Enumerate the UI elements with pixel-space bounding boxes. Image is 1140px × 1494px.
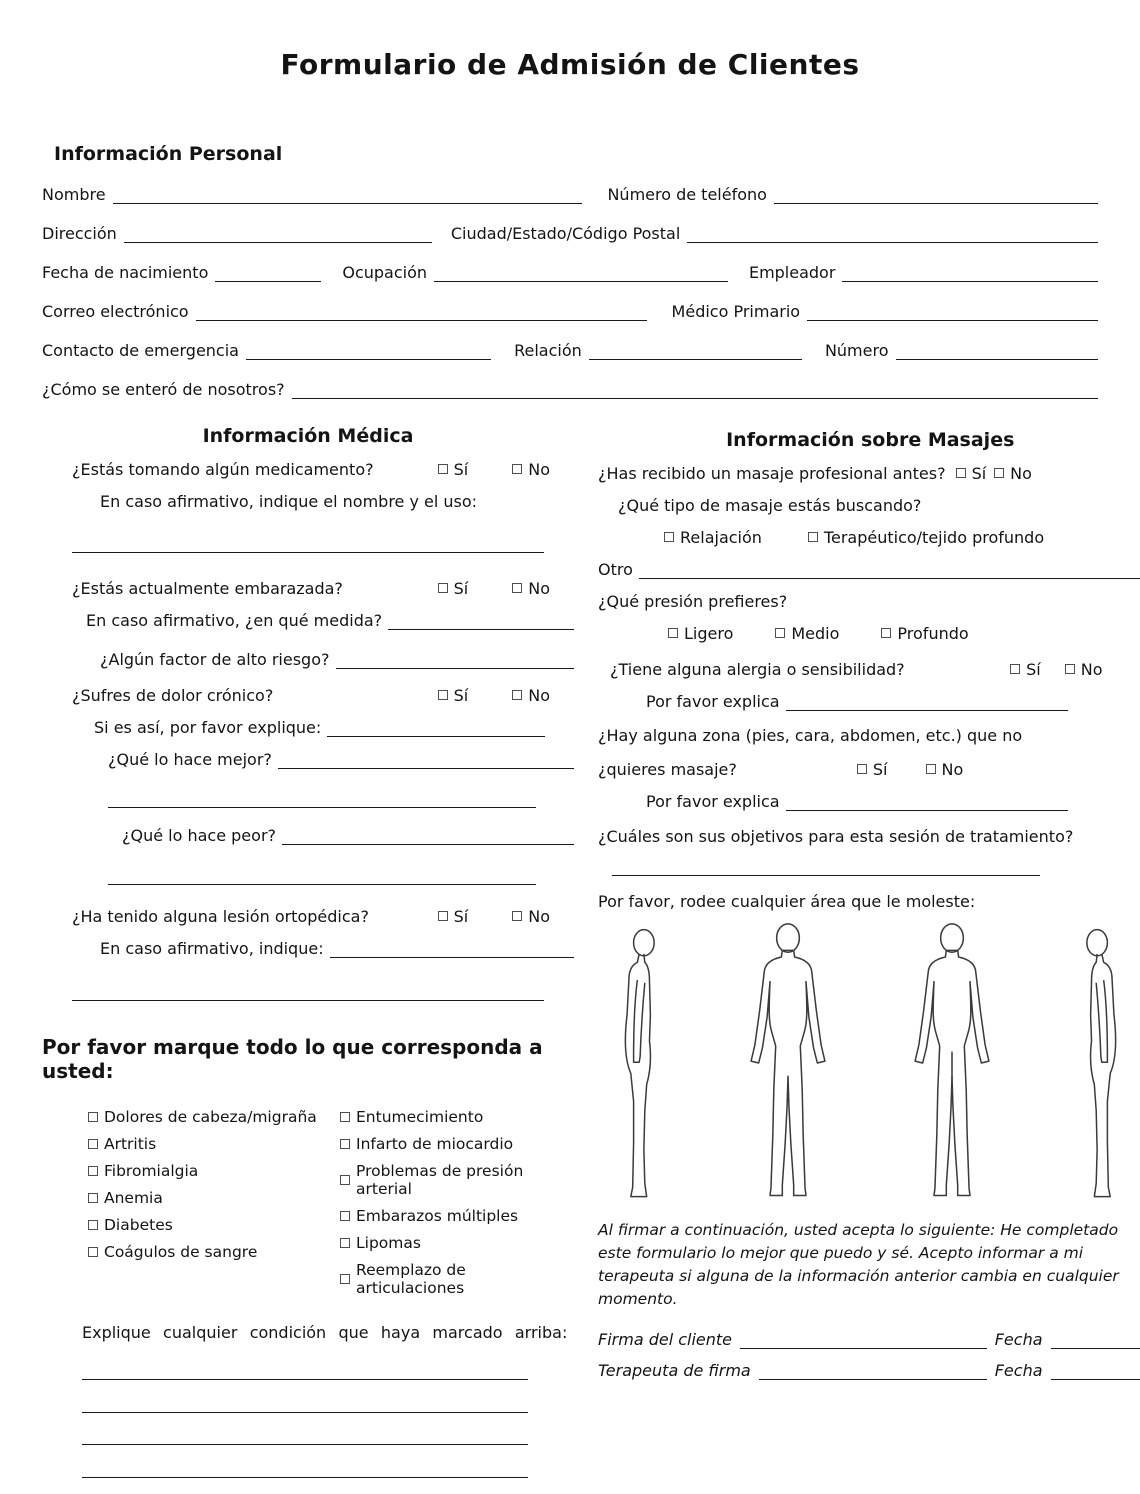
yes-label: Sí bbox=[453, 578, 469, 598]
option-label: Relajación bbox=[680, 528, 762, 547]
relacion-blank[interactable] bbox=[589, 342, 802, 360]
massage-before-yes-option[interactable] bbox=[956, 464, 987, 483]
checkbox-icon[interactable] bbox=[88, 1139, 98, 1149]
body-figures bbox=[598, 921, 1140, 1205]
conditions-col-2 bbox=[340, 1099, 574, 1297]
medication-question-row bbox=[72, 460, 574, 479]
orthopedic-question: ¿Ha tenido alguna lesión ortopédica? bbox=[72, 906, 369, 926]
chronic-pain-no-option[interactable] bbox=[512, 686, 550, 705]
condition-label: Lipomas bbox=[356, 1234, 421, 1253]
medico-primario-blank[interactable] bbox=[807, 303, 1098, 321]
pain-better-row bbox=[108, 750, 574, 769]
condition-label: Infarto de miocardio bbox=[356, 1135, 514, 1154]
client-signature-blank[interactable] bbox=[740, 1330, 987, 1348]
goals-question: ¿Cuáles son sus objetivos para esta sesión de tratamiento? bbox=[598, 827, 1074, 846]
checkbox-icon[interactable] bbox=[340, 1139, 350, 1149]
option-label: Profundo bbox=[897, 624, 969, 643]
chronic-pain-question-row bbox=[72, 686, 574, 705]
condition-label: Artritis bbox=[104, 1135, 157, 1154]
conditions-heading: Por favor marque todo lo que corresponda a usted: bbox=[42, 1035, 543, 1084]
orthopedic-no-option[interactable] bbox=[512, 907, 550, 926]
conditions-grid bbox=[88, 1099, 574, 1297]
client-date-blank[interactable] bbox=[1051, 1330, 1140, 1348]
risk-factor-row bbox=[100, 650, 574, 669]
chronic-pain-question: ¿Sufres de dolor crónico? bbox=[72, 685, 274, 705]
chronic-pain-explain-blank[interactable] bbox=[327, 718, 545, 736]
checkbox-icon[interactable] bbox=[438, 464, 448, 474]
deep-pressure-option[interactable] bbox=[881, 624, 968, 643]
correo-label: Correo electrónico bbox=[42, 302, 189, 321]
condition-label: Diabetes bbox=[104, 1216, 173, 1235]
massage-type-options-row bbox=[664, 528, 1140, 547]
checkbox-icon[interactable] bbox=[512, 464, 522, 474]
medication-yes-option[interactable] bbox=[438, 460, 469, 479]
conditions-col-1 bbox=[88, 1099, 340, 1297]
body-figure-side-left[interactable] bbox=[604, 925, 680, 1205]
condition-item-blood-pressure[interactable] bbox=[340, 1162, 574, 1198]
massage-section-heading: Información sobre Masajes bbox=[726, 429, 1015, 451]
client-signature-label: Firma del cliente bbox=[598, 1329, 733, 1349]
signature-disclaimer: Al firmar a continuación, usted acepta lo siguiente: He completado este formulario lo mejor que puedo y sé. Acepto informar a mi terapeuta si alguna de la información anterior cambia en cualquier momento. bbox=[598, 1220, 1119, 1309]
massage-type-question: ¿Qué tipo de masaje estás buscando? bbox=[618, 496, 922, 515]
area-explain-row bbox=[646, 792, 1140, 811]
conditions-explain-blank-1[interactable] bbox=[82, 1362, 528, 1380]
condition-item-joint-replacement[interactable] bbox=[340, 1261, 574, 1297]
empleador-blank[interactable] bbox=[842, 264, 1098, 282]
area-explain-blank[interactable] bbox=[786, 793, 1068, 811]
medication-no-option[interactable] bbox=[512, 460, 550, 479]
no-label: No bbox=[1080, 660, 1103, 679]
checkbox-icon[interactable] bbox=[88, 1112, 98, 1122]
massage-before-question: ¿Has recibido un masaje profesional antes? bbox=[598, 464, 946, 483]
allergy-explain-row bbox=[646, 692, 1140, 711]
condition-item-lipomas[interactable] bbox=[340, 1234, 574, 1252]
option-label: Medio bbox=[791, 624, 840, 643]
condition-label: Anemia bbox=[104, 1189, 163, 1208]
numero-blank[interactable] bbox=[896, 342, 1099, 360]
condition-item-diabetes[interactable] bbox=[88, 1216, 340, 1234]
no-label: No bbox=[528, 685, 550, 705]
pregnancy-followup-label: En caso afirmativo, ¿en qué medida? bbox=[86, 610, 383, 630]
condition-item-numbness[interactable] bbox=[340, 1108, 574, 1126]
pressure-question: ¿Qué presión prefieres? bbox=[598, 592, 788, 611]
client-date-label: Fecha bbox=[994, 1329, 1043, 1349]
pain-worse-blank[interactable] bbox=[282, 827, 574, 845]
no-massage-area-question-row bbox=[598, 760, 1140, 779]
checkbox-icon[interactable] bbox=[88, 1220, 98, 1230]
condition-label: Fibromialgia bbox=[104, 1162, 199, 1181]
no-label: No bbox=[528, 906, 550, 926]
light-pressure-option[interactable] bbox=[668, 624, 733, 643]
fecha-nacimiento-label: Fecha de nacimiento bbox=[42, 263, 209, 282]
massage-before-options bbox=[956, 464, 1032, 483]
checkbox-icon[interactable] bbox=[1010, 664, 1020, 674]
pain-worse-extra-blank[interactable] bbox=[108, 867, 536, 885]
pregnancy-followup-row bbox=[86, 611, 574, 630]
therapist-date-label: Fecha bbox=[994, 1360, 1043, 1380]
conditions-explain-blank-4[interactable] bbox=[82, 1460, 528, 1478]
relacion-label: Relación bbox=[514, 341, 582, 360]
circle-area-note: Por favor, rodee cualquier área que le moleste: bbox=[598, 891, 976, 911]
allergy-question-row bbox=[610, 660, 1140, 679]
condition-item-arthritis[interactable] bbox=[88, 1135, 340, 1153]
allergy-explain-blank[interactable] bbox=[786, 693, 1068, 711]
no-label: No bbox=[941, 760, 964, 779]
pregnancy-question: ¿Estás actualmente embarazada? bbox=[72, 578, 343, 598]
no-massage-area-question-line2: ¿quieres masaje? bbox=[598, 760, 737, 779]
ciudad-label: Ciudad/Estado/Código Postal bbox=[450, 224, 681, 243]
orthopedic-followup-label: En caso afirmativo, indique: bbox=[100, 938, 324, 958]
two-column-area bbox=[42, 425, 1119, 1478]
checkbox-icon[interactable] bbox=[88, 1166, 98, 1176]
fecha-nacimiento-blank[interactable] bbox=[215, 264, 321, 282]
orthopedic-yes-option[interactable] bbox=[438, 907, 469, 926]
allergy-no-option[interactable] bbox=[1065, 660, 1103, 679]
yes-label: Sí bbox=[872, 760, 888, 779]
chronic-pain-explain-row bbox=[94, 718, 574, 737]
orthopedic-detail-blank[interactable] bbox=[72, 984, 544, 1002]
checkbox-icon[interactable] bbox=[664, 532, 674, 542]
checkbox-icon[interactable] bbox=[340, 1211, 350, 1221]
orthopedic-options bbox=[438, 907, 574, 926]
checkbox-icon[interactable] bbox=[88, 1193, 98, 1203]
therapist-signature-row bbox=[598, 1361, 1140, 1380]
condition-label: Reemplazo de articulaciones bbox=[356, 1261, 466, 1298]
contacto-emergencia-label: Contacto de emergencia bbox=[42, 341, 239, 360]
personal-section-heading: Información Personal bbox=[54, 143, 283, 165]
checkbox-icon[interactable] bbox=[512, 911, 522, 921]
medical-section-heading: Información Médica bbox=[202, 425, 414, 447]
checkbox-icon[interactable] bbox=[340, 1112, 350, 1122]
pain-worse-label: ¿Qué lo hace peor? bbox=[122, 826, 277, 846]
body-figure-front[interactable] bbox=[732, 921, 844, 1205]
massage-before-no-option[interactable] bbox=[994, 464, 1032, 483]
no-label: No bbox=[528, 460, 550, 479]
no-label: No bbox=[1010, 464, 1032, 483]
checkbox-icon[interactable] bbox=[340, 1238, 350, 1248]
no-massage-area-question-line1: ¿Hay alguna zona (pies, cara, abdomen, etc.) que no bbox=[598, 726, 1023, 745]
ocupacion-label: Ocupación bbox=[342, 263, 428, 282]
checkbox-icon[interactable] bbox=[512, 583, 522, 593]
condition-label: Dolores de cabeza/migraña bbox=[104, 1108, 317, 1127]
ciudad-blank[interactable] bbox=[687, 225, 1098, 243]
condition-label: Entumecimiento bbox=[356, 1108, 484, 1127]
nombre-blank[interactable] bbox=[113, 186, 583, 204]
checkbox-icon[interactable] bbox=[438, 583, 448, 593]
como-se-entero-label: ¿Cómo se enteró de nosotros? bbox=[42, 380, 285, 399]
personal-row-5 bbox=[42, 341, 1098, 360]
client-signature-row bbox=[598, 1330, 1140, 1349]
pregnancy-yes-option[interactable] bbox=[438, 579, 469, 598]
therapist-date-blank[interactable] bbox=[1051, 1361, 1140, 1379]
goals-blank[interactable] bbox=[612, 858, 1040, 876]
pain-worse-row bbox=[122, 826, 574, 845]
checkbox-icon[interactable] bbox=[340, 1274, 350, 1284]
option-label: Terapéutico/tejido profundo bbox=[823, 528, 1045, 547]
chronic-pain-yes-option[interactable] bbox=[438, 686, 469, 705]
conditions-explain-label: Explique cualquier condición que haya marcado arriba: bbox=[82, 1323, 568, 1343]
allergy-options bbox=[1010, 660, 1140, 679]
pressure-options-row bbox=[668, 624, 1140, 643]
checkbox-icon[interactable] bbox=[994, 468, 1004, 478]
yes-label: Sí bbox=[453, 460, 469, 479]
pregnancy-no-option[interactable] bbox=[512, 579, 550, 598]
medical-column bbox=[42, 425, 574, 1478]
yes-label: Sí bbox=[453, 685, 469, 705]
checkbox-icon[interactable] bbox=[808, 532, 818, 542]
body-figure-back[interactable] bbox=[896, 921, 1008, 1205]
orthopedic-followup-blank[interactable] bbox=[330, 939, 574, 957]
medication-detail-blank[interactable] bbox=[72, 535, 544, 553]
risk-factor-blank[interactable] bbox=[336, 650, 575, 668]
telefono-label: Número de teléfono bbox=[607, 185, 767, 204]
pain-better-blank[interactable] bbox=[278, 750, 574, 768]
checkbox-icon[interactable] bbox=[438, 690, 448, 700]
conditions-explain-blank-2[interactable] bbox=[82, 1395, 528, 1413]
checkbox-icon[interactable] bbox=[668, 628, 678, 638]
otro-label: Otro bbox=[598, 560, 633, 579]
massage-before-question-row bbox=[598, 464, 1140, 483]
personal-row-4 bbox=[42, 302, 1098, 321]
direccion-blank[interactable] bbox=[124, 225, 432, 243]
checkbox-icon[interactable] bbox=[881, 628, 891, 638]
conditions-explain-blank-3[interactable] bbox=[82, 1428, 528, 1446]
no-massage-no-option[interactable] bbox=[926, 760, 964, 779]
option-label: Ligero bbox=[684, 624, 734, 643]
checkbox-icon[interactable] bbox=[512, 690, 522, 700]
condition-item-fibromyalgia[interactable] bbox=[88, 1162, 340, 1180]
checkbox-icon[interactable] bbox=[956, 468, 966, 478]
body-figure-side-right[interactable] bbox=[1061, 925, 1137, 1205]
orthopedic-followup-row bbox=[100, 939, 574, 958]
checkbox-icon[interactable] bbox=[775, 628, 785, 638]
no-massage-yes-option[interactable] bbox=[857, 760, 888, 779]
pain-better-label: ¿Qué lo hace mejor? bbox=[108, 749, 272, 769]
area-explain-label: Por favor explica bbox=[646, 792, 780, 811]
medico-primario-label: Médico Primario bbox=[671, 302, 801, 321]
condition-item-heart-attack[interactable] bbox=[340, 1135, 574, 1153]
numero-label: Número bbox=[824, 341, 889, 360]
personal-row-3 bbox=[42, 263, 1098, 282]
page-title: Formulario de Admisión de Clientes bbox=[280, 48, 860, 81]
checkbox-icon[interactable] bbox=[88, 1247, 98, 1257]
yes-label: Sí bbox=[453, 906, 469, 926]
yes-label: Sí bbox=[1026, 660, 1041, 679]
relaxation-option[interactable] bbox=[664, 528, 762, 547]
pain-better-extra-blank[interactable] bbox=[108, 791, 536, 809]
condition-label: Coágulos de sangre bbox=[104, 1243, 258, 1262]
medium-pressure-option[interactable] bbox=[775, 624, 839, 643]
no-massage-area-options bbox=[857, 760, 963, 779]
condition-item-anemia[interactable] bbox=[88, 1189, 340, 1207]
allergy-yes-option[interactable] bbox=[1010, 660, 1041, 679]
empleador-label: Empleador bbox=[748, 263, 836, 282]
chronic-pain-options bbox=[438, 686, 574, 705]
chronic-pain-explain-label: Si es así, por favor explique: bbox=[94, 717, 322, 737]
direccion-label: Dirección bbox=[42, 224, 117, 243]
pregnancy-options bbox=[438, 579, 574, 598]
condition-item-headaches[interactable] bbox=[88, 1108, 340, 1126]
como-se-entero-blank[interactable] bbox=[292, 381, 1098, 399]
medication-question: ¿Estás tomando algún medicamento? bbox=[72, 460, 374, 479]
checkbox-icon[interactable] bbox=[1065, 664, 1075, 674]
checkbox-icon[interactable] bbox=[438, 911, 448, 921]
condition-item-multiple-pregnancies[interactable] bbox=[340, 1207, 574, 1225]
condition-label: Embarazos múltiples bbox=[356, 1207, 519, 1226]
medication-followup-row bbox=[100, 492, 574, 511]
correo-blank[interactable] bbox=[196, 303, 647, 321]
nombre-label: Nombre bbox=[42, 185, 106, 204]
personal-row-1 bbox=[42, 185, 1098, 204]
checkbox-icon[interactable] bbox=[926, 764, 936, 774]
allergy-explain-label: Por favor explica bbox=[646, 692, 780, 711]
yes-label: Sí bbox=[971, 464, 987, 483]
no-label: No bbox=[528, 578, 550, 598]
therapeutic-option[interactable] bbox=[808, 528, 1044, 547]
risk-factor-label: ¿Algún factor de alto riesgo? bbox=[100, 649, 330, 669]
otro-blank[interactable] bbox=[639, 561, 1140, 579]
contacto-emergencia-blank[interactable] bbox=[246, 342, 491, 360]
checkbox-icon[interactable] bbox=[857, 764, 867, 774]
therapist-signature-blank[interactable] bbox=[759, 1361, 987, 1379]
condition-item-blood-clots[interactable] bbox=[88, 1243, 340, 1261]
massage-column bbox=[598, 425, 1140, 1478]
other-type-row bbox=[598, 560, 1140, 579]
pregnancy-followup-blank[interactable] bbox=[388, 611, 574, 629]
orthopedic-question-row bbox=[72, 907, 574, 926]
personal-row-6 bbox=[42, 380, 1098, 399]
allergy-question: ¿Tiene alguna alergia o sensibilidad? bbox=[610, 660, 905, 679]
personal-row-2 bbox=[42, 224, 1098, 243]
condition-label: Problemas de presión arterial bbox=[356, 1162, 524, 1199]
medication-options bbox=[438, 460, 574, 479]
medication-followup-label: En caso afirmativo, indique el nombre y el uso: bbox=[100, 492, 478, 511]
checkbox-icon[interactable] bbox=[340, 1175, 350, 1185]
pregnancy-question-row bbox=[72, 579, 574, 598]
telefono-blank[interactable] bbox=[774, 186, 1098, 204]
ocupacion-blank[interactable] bbox=[434, 264, 728, 282]
therapist-signature-label: Terapeuta de firma bbox=[598, 1360, 751, 1380]
